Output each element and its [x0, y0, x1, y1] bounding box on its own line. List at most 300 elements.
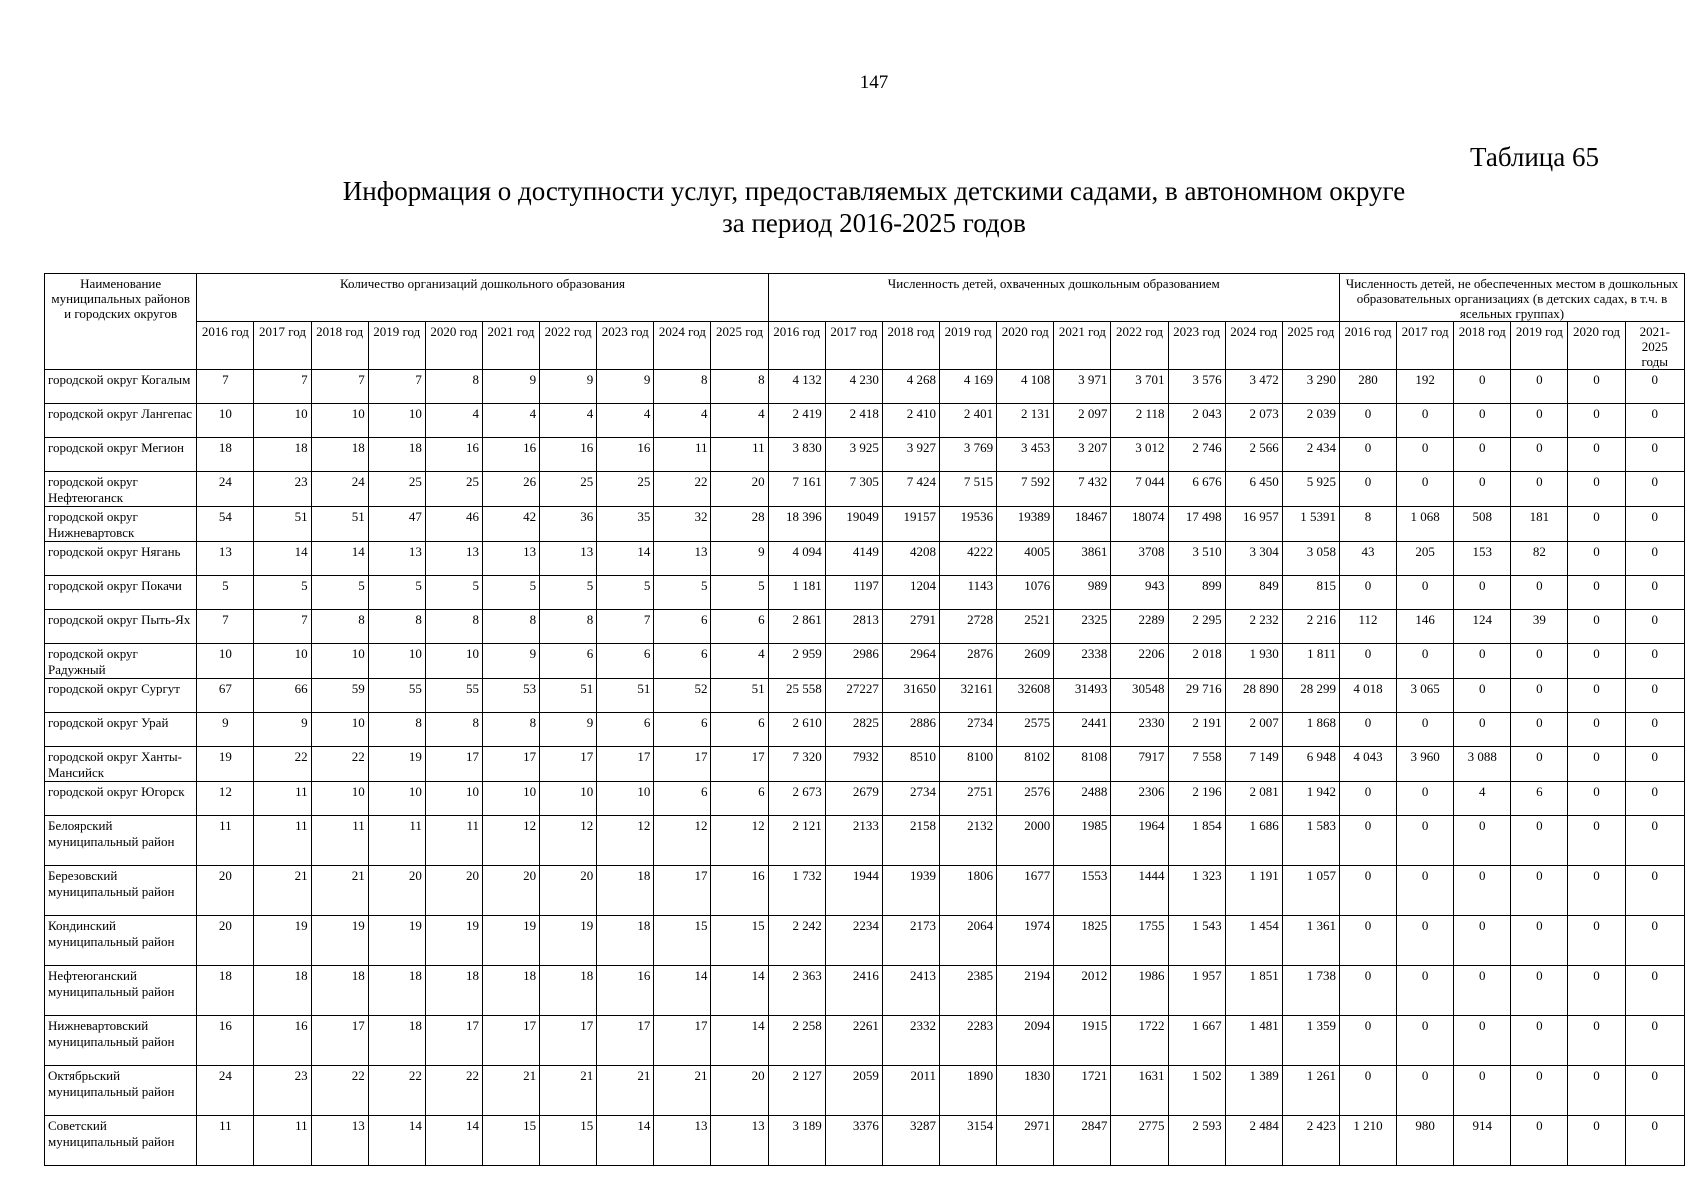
children-count-cell: 7917 — [1111, 747, 1168, 782]
children-count-cell: 28 299 — [1282, 679, 1339, 713]
org-count-cell: 17 — [540, 1016, 597, 1066]
unserved-count-cell: 0 — [1568, 438, 1625, 472]
children-count-cell: 1076 — [997, 576, 1054, 610]
org-count-cell: 6 — [711, 782, 768, 816]
children-count-cell: 943 — [1111, 576, 1168, 610]
district-name-cell: Березовский муниципальный район — [45, 866, 197, 916]
children-count-cell: 1 957 — [1168, 966, 1225, 1016]
children-count-cell: 1721 — [1054, 1066, 1111, 1116]
org-count-cell: 5 — [368, 576, 425, 610]
org-count-cell: 11 — [197, 816, 254, 866]
org-count-cell: 13 — [654, 1116, 711, 1166]
org-count-cell: 4 — [482, 404, 539, 438]
org-count-cell: 11 — [254, 1116, 311, 1166]
children-count-cell: 2 242 — [768, 916, 825, 966]
unserved-count-cell: 8 — [1339, 507, 1396, 542]
children-count-cell: 7 305 — [825, 472, 882, 507]
children-count-cell: 1553 — [1054, 866, 1111, 916]
children-count-cell: 3 927 — [882, 438, 939, 472]
org-count-cell: 14 — [597, 542, 654, 576]
unserved-year-header: 2021-2025 годы — [1625, 322, 1684, 370]
unserved-count-cell: 0 — [1511, 916, 1568, 966]
district-name-cell: Нижневартовский муниципальный район — [45, 1016, 197, 1066]
org-count-cell: 8 — [482, 713, 539, 747]
org-count-cell: 7 — [311, 370, 368, 404]
org-count-cell: 20 — [711, 472, 768, 507]
org-count-cell: 16 — [482, 438, 539, 472]
children-year-header: 2016 год — [768, 322, 825, 370]
district-name-cell: городской округ Мегион — [45, 438, 197, 472]
org-count-cell: 66 — [254, 679, 311, 713]
org-count-cell: 8 — [482, 610, 539, 644]
children-count-cell: 3 576 — [1168, 370, 1225, 404]
org-count-cell: 51 — [311, 507, 368, 542]
org-count-cell: 4 — [711, 644, 768, 679]
children-count-cell: 1806 — [940, 866, 997, 916]
children-count-cell: 2 127 — [768, 1066, 825, 1116]
unserved-count-cell: 0 — [1511, 866, 1568, 916]
children-count-cell: 2064 — [940, 916, 997, 966]
org-count-cell: 24 — [197, 1066, 254, 1116]
unserved-count-cell: 914 — [1454, 1116, 1511, 1166]
unserved-count-cell: 0 — [1397, 576, 1454, 610]
unserved-count-cell: 124 — [1454, 610, 1511, 644]
table-row — [45, 816, 1685, 866]
children-count-cell: 1 389 — [1225, 1066, 1282, 1116]
org-count-cell: 17 — [654, 747, 711, 782]
unserved-count-cell: 0 — [1625, 1066, 1684, 1116]
unserved-count-cell: 0 — [1568, 747, 1625, 782]
org-count-cell: 19 — [482, 916, 539, 966]
children-count-cell: 2775 — [1111, 1116, 1168, 1166]
org-count-cell: 14 — [254, 542, 311, 576]
unserved-count-cell: 0 — [1568, 1066, 1625, 1116]
children-count-cell: 2 401 — [940, 404, 997, 438]
title-line-1: Информация о доступности услуг, предоставляемых детскими садами, в автономном округе — [342, 176, 1406, 206]
children-count-cell: 7 424 — [882, 472, 939, 507]
org-count-cell: 18 — [540, 966, 597, 1016]
children-count-cell: 3 304 — [1225, 542, 1282, 576]
org-count-cell: 18 — [254, 966, 311, 1016]
org-count-cell: 14 — [368, 1116, 425, 1166]
unserved-count-cell: 0 — [1511, 438, 1568, 472]
unserved-count-cell: 0 — [1397, 713, 1454, 747]
org-count-cell: 19 — [368, 916, 425, 966]
table-row — [45, 679, 1685, 713]
children-count-cell: 1 359 — [1282, 1016, 1339, 1066]
children-count-cell: 3287 — [882, 1116, 939, 1166]
children-count-cell: 2751 — [940, 782, 997, 816]
children-count-cell: 4 268 — [882, 370, 939, 404]
children-count-cell: 25 558 — [768, 679, 825, 713]
children-count-cell: 815 — [1282, 576, 1339, 610]
org-count-cell: 51 — [254, 507, 311, 542]
children-count-cell: 2206 — [1111, 644, 1168, 679]
unserved-count-cell: 0 — [1625, 1116, 1684, 1166]
unserved-year-header: 2017 год — [1397, 322, 1454, 370]
children-count-cell: 1 854 — [1168, 816, 1225, 866]
org-count-cell: 21 — [654, 1066, 711, 1116]
org-count-cell: 20 — [482, 866, 539, 916]
orgs-year-header: 2017 год — [254, 322, 311, 370]
org-count-cell: 13 — [425, 542, 482, 576]
orgs-year-header: 2021 год — [482, 322, 539, 370]
children-count-cell: 1915 — [1054, 1016, 1111, 1066]
district-name-cell: городской округ Нягань — [45, 542, 197, 576]
document-title — [0, 175, 1697, 239]
unserved-count-cell: 0 — [1454, 713, 1511, 747]
unserved-count-cell: 0 — [1625, 782, 1684, 816]
table-row — [45, 1116, 1685, 1166]
org-count-cell: 5 — [654, 576, 711, 610]
unserved-count-cell: 0 — [1625, 472, 1684, 507]
children-count-cell: 4 169 — [940, 370, 997, 404]
children-count-cell: 7 320 — [768, 747, 825, 782]
district-name-cell: городской округ Сургут — [45, 679, 197, 713]
org-count-cell: 13 — [311, 1116, 368, 1166]
children-count-cell: 32161 — [940, 679, 997, 713]
org-count-cell: 13 — [711, 1116, 768, 1166]
children-count-cell: 4 132 — [768, 370, 825, 404]
unserved-count-cell: 0 — [1397, 438, 1454, 472]
org-count-cell: 11 — [311, 816, 368, 866]
district-name-cell: городской округ Лангепас — [45, 404, 197, 438]
children-count-cell: 6 948 — [1282, 747, 1339, 782]
org-count-cell: 18 — [425, 966, 482, 1016]
org-count-cell: 16 — [425, 438, 482, 472]
header-group-unserved: Численность детей, не обеспеченных местом в дошкольных образовательных организациях (в детских садах, в т.ч. в ясельных группах) — [1339, 274, 1684, 322]
org-count-cell: 10 — [368, 404, 425, 438]
org-count-cell: 6 — [654, 610, 711, 644]
children-count-cell: 1 942 — [1282, 782, 1339, 816]
org-count-cell: 19 — [311, 916, 368, 966]
unserved-count-cell: 0 — [1568, 644, 1625, 679]
org-count-cell: 25 — [368, 472, 425, 507]
children-count-cell: 1 686 — [1225, 816, 1282, 866]
children-count-cell: 1830 — [997, 1066, 1054, 1116]
org-count-cell: 7 — [197, 370, 254, 404]
org-count-cell: 14 — [425, 1116, 482, 1166]
org-count-cell: 10 — [254, 404, 311, 438]
table-row — [45, 507, 1685, 542]
table-row — [45, 542, 1685, 576]
unserved-count-cell: 0 — [1339, 966, 1396, 1016]
unserved-count-cell: 0 — [1625, 713, 1684, 747]
org-count-cell: 11 — [654, 438, 711, 472]
org-count-cell: 17 — [597, 747, 654, 782]
unserved-count-cell: 0 — [1625, 610, 1684, 644]
unserved-count-cell: 0 — [1454, 916, 1511, 966]
table-row — [45, 713, 1685, 747]
org-count-cell: 8 — [425, 370, 482, 404]
page-number: 147 — [859, 72, 889, 93]
org-count-cell: 10 — [425, 644, 482, 679]
unserved-count-cell: 0 — [1339, 644, 1396, 679]
children-count-cell: 2 073 — [1225, 404, 1282, 438]
children-count-cell: 8108 — [1054, 747, 1111, 782]
org-count-cell: 46 — [425, 507, 482, 542]
children-count-cell: 19536 — [940, 507, 997, 542]
org-count-cell: 18 — [368, 1016, 425, 1066]
children-count-cell: 2 081 — [1225, 782, 1282, 816]
children-year-header: 2022 год — [1111, 322, 1168, 370]
children-year-header: 2023 год — [1168, 322, 1225, 370]
org-count-cell: 35 — [597, 507, 654, 542]
org-count-cell: 15 — [711, 916, 768, 966]
org-count-cell: 19 — [540, 916, 597, 966]
table-row — [45, 916, 1685, 966]
org-count-cell: 12 — [482, 816, 539, 866]
orgs-year-header: 2023 год — [597, 322, 654, 370]
children-count-cell: 2385 — [940, 966, 997, 1016]
children-count-cell: 18 396 — [768, 507, 825, 542]
children-year-header: 2019 год — [940, 322, 997, 370]
table-row — [45, 404, 1685, 438]
org-count-cell: 4 — [540, 404, 597, 438]
children-count-cell: 2679 — [825, 782, 882, 816]
district-name-cell: Нефтеюганский муниципальный район — [45, 966, 197, 1016]
children-count-cell: 2 959 — [768, 644, 825, 679]
children-count-cell: 1444 — [1111, 866, 1168, 916]
children-count-cell: 1 667 — [1168, 1016, 1225, 1066]
unserved-count-cell: 4 018 — [1339, 679, 1396, 713]
children-count-cell: 2 363 — [768, 966, 825, 1016]
unserved-count-cell: 0 — [1454, 576, 1511, 610]
org-count-cell: 20 — [540, 866, 597, 916]
org-count-cell: 8 — [311, 610, 368, 644]
children-count-cell: 3861 — [1054, 542, 1111, 576]
org-count-cell: 47 — [368, 507, 425, 542]
children-count-cell: 1722 — [1111, 1016, 1168, 1066]
table-row — [45, 747, 1685, 782]
children-count-cell: 3708 — [1111, 542, 1168, 576]
children-count-cell: 3 189 — [768, 1116, 825, 1166]
children-count-cell: 1 502 — [1168, 1066, 1225, 1116]
table-row — [45, 966, 1685, 1016]
table-row — [45, 782, 1685, 816]
org-count-cell: 16 — [711, 866, 768, 916]
org-count-cell: 7 — [597, 610, 654, 644]
unserved-count-cell: 0 — [1568, 816, 1625, 866]
unserved-count-cell: 0 — [1568, 576, 1625, 610]
unserved-count-cell: 0 — [1511, 1066, 1568, 1116]
children-count-cell: 3 701 — [1111, 370, 1168, 404]
org-count-cell: 11 — [368, 816, 425, 866]
children-count-cell: 2132 — [940, 816, 997, 866]
org-count-cell: 17 — [654, 1016, 711, 1066]
org-count-cell: 11 — [254, 782, 311, 816]
orgs-year-header: 2018 год — [311, 322, 368, 370]
unserved-count-cell: 0 — [1397, 816, 1454, 866]
org-count-cell: 18 — [254, 438, 311, 472]
children-count-cell: 2734 — [882, 782, 939, 816]
org-count-cell: 20 — [197, 866, 254, 916]
org-count-cell: 21 — [254, 866, 311, 916]
children-count-cell: 28 890 — [1225, 679, 1282, 713]
org-count-cell: 13 — [368, 542, 425, 576]
org-count-cell: 8 — [425, 713, 482, 747]
org-count-cell: 51 — [711, 679, 768, 713]
org-count-cell: 14 — [311, 542, 368, 576]
children-count-cell: 2441 — [1054, 713, 1111, 747]
org-count-cell: 15 — [654, 916, 711, 966]
children-count-cell: 2306 — [1111, 782, 1168, 816]
org-count-cell: 10 — [197, 644, 254, 679]
org-count-cell: 4 — [654, 404, 711, 438]
children-count-cell: 2728 — [940, 610, 997, 644]
org-count-cell: 7 — [368, 370, 425, 404]
org-count-cell: 55 — [368, 679, 425, 713]
district-name-cell: городской округ Когалым — [45, 370, 197, 404]
header-name-column: Наименование муниципальных районов и городских округов — [45, 274, 197, 370]
org-count-cell: 19 — [368, 747, 425, 782]
children-count-cell: 3 290 — [1282, 370, 1339, 404]
children-count-cell: 1 851 — [1225, 966, 1282, 1016]
district-name-cell: городской округ Пыть-Ях — [45, 610, 197, 644]
org-count-cell: 6 — [540, 644, 597, 679]
children-count-cell: 2 410 — [882, 404, 939, 438]
orgs-year-header: 2019 год — [368, 322, 425, 370]
children-count-cell: 18074 — [1111, 507, 1168, 542]
org-count-cell: 14 — [597, 1116, 654, 1166]
children-count-cell: 7 592 — [997, 472, 1054, 507]
unserved-count-cell: 0 — [1625, 816, 1684, 866]
org-count-cell: 8 — [540, 610, 597, 644]
org-count-cell: 18 — [368, 966, 425, 1016]
children-count-cell: 2 418 — [825, 404, 882, 438]
unserved-count-cell: 0 — [1511, 644, 1568, 679]
children-count-cell: 2 043 — [1168, 404, 1225, 438]
children-count-cell: 1 181 — [768, 576, 825, 610]
children-count-cell: 3 925 — [825, 438, 882, 472]
org-count-cell: 15 — [482, 1116, 539, 1166]
children-count-cell: 2813 — [825, 610, 882, 644]
org-count-cell: 18 — [597, 866, 654, 916]
table-row — [45, 1066, 1685, 1116]
children-count-cell: 1 323 — [1168, 866, 1225, 916]
children-count-cell: 17 498 — [1168, 507, 1225, 542]
org-count-cell: 22 — [311, 1066, 368, 1116]
org-count-cell: 11 — [254, 816, 311, 866]
unserved-count-cell: 0 — [1454, 816, 1511, 866]
org-count-cell: 55 — [425, 679, 482, 713]
org-count-cell: 21 — [540, 1066, 597, 1116]
children-count-cell: 2283 — [940, 1016, 997, 1066]
children-count-cell: 3 207 — [1054, 438, 1111, 472]
unserved-count-cell: 0 — [1339, 866, 1396, 916]
district-name-cell: городской округ Радужный — [45, 644, 197, 679]
org-count-cell: 17 — [597, 1016, 654, 1066]
org-count-cell: 9 — [254, 713, 311, 747]
children-count-cell: 2 258 — [768, 1016, 825, 1066]
children-count-cell: 849 — [1225, 576, 1282, 610]
org-count-cell: 28 — [711, 507, 768, 542]
org-count-cell: 6 — [654, 644, 711, 679]
unserved-count-cell: 3 065 — [1397, 679, 1454, 713]
org-count-cell: 22 — [368, 1066, 425, 1116]
children-count-cell: 2261 — [825, 1016, 882, 1066]
unserved-count-cell: 0 — [1511, 370, 1568, 404]
children-count-cell: 2 746 — [1168, 438, 1225, 472]
org-count-cell: 8 — [368, 610, 425, 644]
org-count-cell: 10 — [425, 782, 482, 816]
table-row — [45, 644, 1685, 679]
org-count-cell: 53 — [482, 679, 539, 713]
children-count-cell: 2325 — [1054, 610, 1111, 644]
unserved-count-cell: 0 — [1339, 576, 1396, 610]
children-count-cell: 1143 — [940, 576, 997, 610]
children-count-cell: 2 673 — [768, 782, 825, 816]
children-count-cell: 2 434 — [1282, 438, 1339, 472]
children-count-cell: 8100 — [940, 747, 997, 782]
org-count-cell: 5 — [482, 576, 539, 610]
org-count-cell: 51 — [597, 679, 654, 713]
children-count-cell: 1 930 — [1225, 644, 1282, 679]
org-count-cell: 23 — [254, 1066, 311, 1116]
children-count-cell: 2 295 — [1168, 610, 1225, 644]
children-count-cell: 2609 — [997, 644, 1054, 679]
children-year-header: 2021 год — [1054, 322, 1111, 370]
children-count-cell: 4 230 — [825, 370, 882, 404]
org-count-cell: 10 — [197, 404, 254, 438]
org-count-cell: 6 — [597, 644, 654, 679]
org-count-cell: 16 — [597, 438, 654, 472]
org-count-cell: 15 — [540, 1116, 597, 1166]
children-count-cell: 2 018 — [1168, 644, 1225, 679]
children-count-cell: 2234 — [825, 916, 882, 966]
children-count-cell: 2011 — [882, 1066, 939, 1116]
org-count-cell: 16 — [197, 1016, 254, 1066]
children-year-header: 2018 год — [882, 322, 939, 370]
org-count-cell: 25 — [425, 472, 482, 507]
unserved-count-cell: 0 — [1568, 866, 1625, 916]
children-count-cell: 2173 — [882, 916, 939, 966]
orgs-year-header: 2024 год — [654, 322, 711, 370]
org-count-cell: 9 — [540, 713, 597, 747]
children-count-cell: 2059 — [825, 1066, 882, 1116]
children-count-cell: 1677 — [997, 866, 1054, 916]
unserved-count-cell: 0 — [1454, 679, 1511, 713]
unserved-count-cell: 0 — [1511, 747, 1568, 782]
unserved-count-cell: 0 — [1397, 966, 1454, 1016]
org-count-cell: 13 — [654, 542, 711, 576]
unserved-count-cell: 0 — [1625, 576, 1684, 610]
org-count-cell: 10 — [311, 782, 368, 816]
unserved-count-cell: 0 — [1511, 713, 1568, 747]
unserved-count-cell: 0 — [1568, 916, 1625, 966]
org-count-cell: 54 — [197, 507, 254, 542]
unserved-count-cell: 181 — [1511, 507, 1568, 542]
org-count-cell: 8 — [654, 370, 711, 404]
org-count-cell: 18 — [197, 966, 254, 1016]
unserved-count-cell: 0 — [1397, 404, 1454, 438]
org-count-cell: 25 — [597, 472, 654, 507]
district-name-cell: городской округ Покачи — [45, 576, 197, 610]
unserved-year-header: 2019 год — [1511, 322, 1568, 370]
children-count-cell: 2 593 — [1168, 1116, 1225, 1166]
unserved-count-cell: 0 — [1625, 866, 1684, 916]
unserved-count-cell: 0 — [1625, 679, 1684, 713]
org-count-cell: 21 — [311, 866, 368, 916]
org-count-cell: 51 — [540, 679, 597, 713]
org-count-cell: 42 — [482, 507, 539, 542]
children-count-cell: 4 094 — [768, 542, 825, 576]
org-count-cell: 14 — [654, 966, 711, 1016]
district-name-cell: городской округ Урай — [45, 713, 197, 747]
children-count-cell: 2338 — [1054, 644, 1111, 679]
district-name-cell: городской округ Нефтеюганск — [45, 472, 197, 507]
children-count-cell: 2576 — [997, 782, 1054, 816]
